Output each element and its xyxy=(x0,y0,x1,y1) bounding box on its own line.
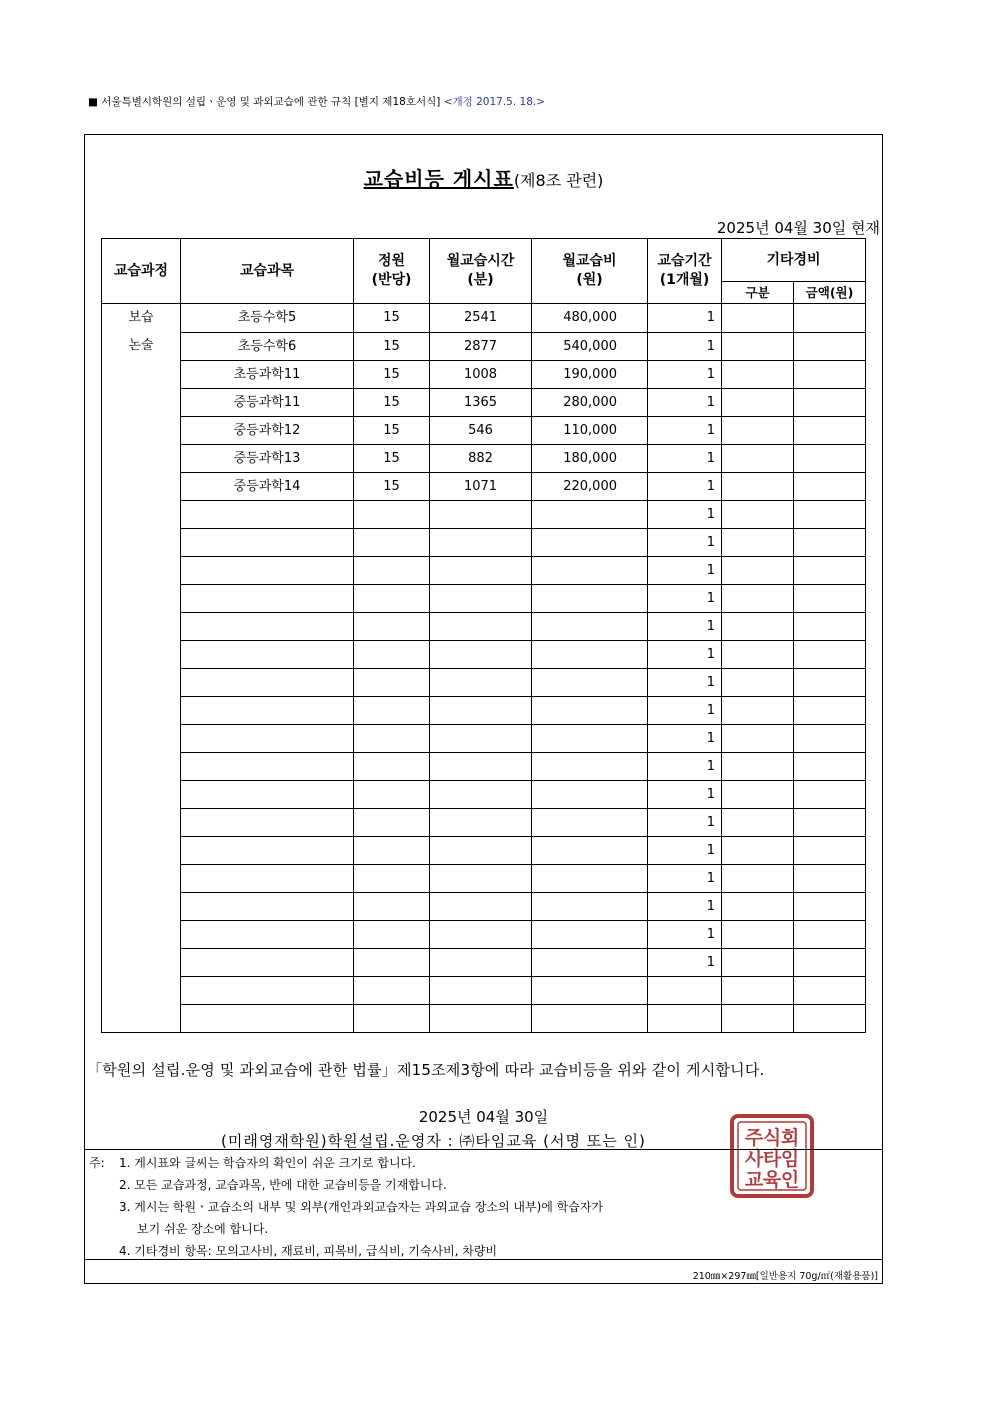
cell-subject xyxy=(181,864,354,892)
cell-course xyxy=(102,948,181,976)
cell-other-type xyxy=(722,472,794,500)
cell-other-type xyxy=(722,836,794,864)
cell-monthly-minutes xyxy=(430,668,532,696)
cell-monthly-fee: 220,000 xyxy=(532,472,648,500)
table-row xyxy=(102,584,866,612)
svg-text:타: 타 xyxy=(762,1148,782,1170)
cell-subject xyxy=(181,556,354,584)
cell-period: 1 xyxy=(648,836,722,864)
cell-other-type xyxy=(722,724,794,752)
cell-monthly-fee xyxy=(532,976,648,1004)
cell-course xyxy=(102,696,181,724)
cell-course xyxy=(102,584,181,612)
cell-monthly-minutes: 2541 xyxy=(430,304,532,333)
cell-monthly-fee: 180,000 xyxy=(532,444,648,472)
regulation-text: 서울특별시학원의 설립ㆍ운영 및 과외교습에 관한 규칙 [별지 제18호서식] xyxy=(101,96,441,108)
cell-monthly-minutes xyxy=(430,808,532,836)
cell-monthly-fee xyxy=(532,1004,648,1032)
cell-capacity xyxy=(354,1004,430,1032)
table-row xyxy=(102,892,866,920)
sign-date: 2025년 04월 30일 xyxy=(418,1108,549,1126)
cell-other-type xyxy=(722,528,794,556)
svg-text:주: 주 xyxy=(744,1127,764,1149)
cell-subject xyxy=(181,500,354,528)
cell-subject xyxy=(181,612,354,640)
cell-other-amount xyxy=(794,780,866,808)
cell-capacity xyxy=(354,668,430,696)
cell-course xyxy=(102,472,181,500)
cell-other-amount xyxy=(794,948,866,976)
cell-other-type xyxy=(722,752,794,780)
cell-capacity xyxy=(354,864,430,892)
cell-subject: 중등과학12 xyxy=(181,416,354,444)
cell-period: 1 xyxy=(648,668,722,696)
cell-course xyxy=(102,360,181,388)
cell-other-amount xyxy=(794,416,866,444)
cell-other-type xyxy=(722,416,794,444)
cell-period: 1 xyxy=(648,864,722,892)
cell-monthly-minutes xyxy=(430,864,532,892)
cell-course xyxy=(102,528,181,556)
cell-other-amount xyxy=(794,836,866,864)
cell-course xyxy=(102,892,181,920)
cell-monthly-fee xyxy=(532,752,648,780)
cell-other-amount xyxy=(794,752,866,780)
cell-monthly-minutes xyxy=(430,528,532,556)
cell-subject xyxy=(181,920,354,948)
cell-course xyxy=(102,668,181,696)
table-row xyxy=(102,556,866,584)
table-row xyxy=(102,976,866,1004)
table-row xyxy=(102,500,866,528)
cell-period: 1 xyxy=(648,640,722,668)
note-item: 1. 게시표와 글씨는 학습자의 확인이 쉬운 크기로 합니다. xyxy=(119,1156,416,1170)
cell-monthly-fee xyxy=(532,500,648,528)
cell-subject: 초등과학11 xyxy=(181,360,354,388)
cell-other-type xyxy=(722,892,794,920)
table-row xyxy=(102,864,866,892)
paper-spec: 210㎜×297㎜[일반용지 70g/㎡(재활용품)] xyxy=(692,1271,878,1282)
table-row xyxy=(102,612,866,640)
header-course: 교습과정 xyxy=(102,239,181,304)
table-row xyxy=(102,416,866,444)
cell-monthly-fee xyxy=(532,528,648,556)
note-item: 2. 모든 교습과정, 교습과목, 반에 대한 교습비등을 기재합니다. xyxy=(119,1178,447,1192)
cell-other-amount xyxy=(794,612,866,640)
header-capacity: 정원 (반당) xyxy=(354,239,430,304)
cell-other-amount xyxy=(794,696,866,724)
cell-course xyxy=(102,864,181,892)
cell-period: 1 xyxy=(648,584,722,612)
header-period: 교습기간 (1개월) xyxy=(648,239,722,304)
cell-other-type xyxy=(722,808,794,836)
cell-course xyxy=(102,808,181,836)
cell-other-amount xyxy=(794,640,866,668)
cell-monthly-fee xyxy=(532,920,648,948)
header-monthly-time: 월교습시간 (분) xyxy=(430,239,532,304)
cell-period: 1 xyxy=(648,892,722,920)
cell-monthly-fee xyxy=(532,696,648,724)
cell-monthly-minutes: 1365 xyxy=(430,388,532,416)
cell-course xyxy=(102,976,181,1004)
cell-capacity xyxy=(354,612,430,640)
cell-subject xyxy=(181,752,354,780)
cell-period: 1 xyxy=(648,360,722,388)
cell-monthly-minutes xyxy=(430,724,532,752)
cell-subject xyxy=(181,528,354,556)
cell-course xyxy=(102,1004,181,1032)
svg-text:임: 임 xyxy=(780,1148,800,1170)
cell-monthly-fee xyxy=(532,864,648,892)
cell-capacity xyxy=(354,724,430,752)
cell-subject: 초등수학6 xyxy=(181,332,354,360)
cell-capacity xyxy=(354,556,430,584)
cell-period: 1 xyxy=(648,920,722,948)
cell-monthly-minutes xyxy=(430,892,532,920)
signer-line: (미래영재학원)학원설립.운영자 : ㈜타임교육 (서명 또는 인) xyxy=(221,1132,646,1150)
title-main: 교습비등 게시표 xyxy=(363,167,514,191)
cell-other-amount xyxy=(794,528,866,556)
cell-capacity: 15 xyxy=(354,388,430,416)
cell-monthly-fee xyxy=(532,948,648,976)
cell-monthly-fee xyxy=(532,668,648,696)
cell-other-type xyxy=(722,500,794,528)
cell-other-amount xyxy=(794,864,866,892)
cell-period: 1 xyxy=(648,780,722,808)
svg-text:식: 식 xyxy=(762,1127,782,1149)
header-other-type: 구분 xyxy=(722,282,794,304)
cell-course xyxy=(102,612,181,640)
cell-monthly-fee: 540,000 xyxy=(532,332,648,360)
cell-period xyxy=(648,976,722,1004)
table-row xyxy=(102,752,866,780)
note-item-continued: 보기 쉬운 장소에 합니다. xyxy=(137,1222,269,1236)
cell-other-type xyxy=(722,360,794,388)
form-frame xyxy=(84,134,883,1284)
cell-period: 1 xyxy=(648,416,722,444)
cell-monthly-fee: 190,000 xyxy=(532,360,648,388)
cell-course: 보습 xyxy=(102,304,181,333)
cell-course xyxy=(102,724,181,752)
cell-monthly-fee xyxy=(532,780,648,808)
cell-capacity xyxy=(354,976,430,1004)
cell-monthly-fee xyxy=(532,556,648,584)
title-sub: (제8조 관련) xyxy=(513,171,604,190)
cell-capacity xyxy=(354,920,430,948)
cell-monthly-minutes: 1071 xyxy=(430,472,532,500)
notes-list xyxy=(119,1152,603,1262)
cell-monthly-fee: 280,000 xyxy=(532,388,648,416)
cell-other-amount xyxy=(794,304,866,333)
cell-monthly-minutes: 2877 xyxy=(430,332,532,360)
cell-course xyxy=(102,640,181,668)
cell-other-amount xyxy=(794,1004,866,1032)
cell-other-amount xyxy=(794,892,866,920)
cell-period: 1 xyxy=(648,332,722,360)
cell-course xyxy=(102,388,181,416)
table-row xyxy=(102,724,866,752)
cell-other-type xyxy=(722,304,794,333)
table-row xyxy=(102,388,866,416)
cell-course xyxy=(102,416,181,444)
cell-subject xyxy=(181,696,354,724)
cell-course xyxy=(102,752,181,780)
svg-text:회: 회 xyxy=(780,1127,800,1149)
table-row xyxy=(102,948,866,976)
table-row xyxy=(102,472,866,500)
table-row xyxy=(102,640,866,668)
cell-period xyxy=(648,1004,722,1032)
table-row xyxy=(102,920,866,948)
cell-capacity xyxy=(354,892,430,920)
cell-subject xyxy=(181,668,354,696)
cell-monthly-fee xyxy=(532,724,648,752)
cell-capacity: 15 xyxy=(354,416,430,444)
cell-monthly-minutes: 546 xyxy=(430,416,532,444)
cell-monthly-fee: 480,000 xyxy=(532,304,648,333)
cell-capacity: 15 xyxy=(354,304,430,333)
cell-capacity: 15 xyxy=(354,472,430,500)
cell-subject xyxy=(181,836,354,864)
cell-subject xyxy=(181,1004,354,1032)
cell-subject xyxy=(181,976,354,1004)
cell-other-type xyxy=(722,584,794,612)
cell-subject xyxy=(181,892,354,920)
cell-other-amount xyxy=(794,724,866,752)
cell-other-amount xyxy=(794,444,866,472)
cell-monthly-minutes xyxy=(430,612,532,640)
cell-other-type xyxy=(722,388,794,416)
table-row xyxy=(102,696,866,724)
cell-period: 1 xyxy=(648,528,722,556)
cell-other-type xyxy=(722,976,794,1004)
as-of-date: 2025년 04월 30일 현재 xyxy=(716,219,880,237)
cell-subject xyxy=(181,640,354,668)
fee-table xyxy=(101,238,866,1033)
cell-period: 1 xyxy=(648,500,722,528)
cell-course xyxy=(102,556,181,584)
table-row xyxy=(102,332,866,360)
notes-section xyxy=(85,1149,882,1260)
cell-course xyxy=(102,444,181,472)
header-monthly-fee: 월교습비 (원) xyxy=(532,239,648,304)
table-row xyxy=(102,360,866,388)
cell-other-type xyxy=(722,948,794,976)
cell-other-amount xyxy=(794,556,866,584)
cell-period: 1 xyxy=(648,556,722,584)
cell-capacity xyxy=(354,808,430,836)
bullet-square: ■ xyxy=(88,96,98,108)
cell-capacity xyxy=(354,836,430,864)
cell-capacity xyxy=(354,640,430,668)
cell-capacity xyxy=(354,584,430,612)
cell-other-type xyxy=(722,780,794,808)
cell-capacity: 15 xyxy=(354,360,430,388)
cell-monthly-minutes xyxy=(430,640,532,668)
cell-capacity xyxy=(354,752,430,780)
cell-course: 논술 xyxy=(102,332,181,360)
cell-subject xyxy=(181,724,354,752)
cell-other-type xyxy=(722,864,794,892)
svg-text:인: 인 xyxy=(780,1169,800,1191)
cell-period: 1 xyxy=(648,948,722,976)
table-row xyxy=(102,808,866,836)
form-title xyxy=(85,163,882,192)
cell-subject xyxy=(181,808,354,836)
table-row xyxy=(102,1004,866,1032)
cell-period: 1 xyxy=(648,724,722,752)
cell-other-type xyxy=(722,612,794,640)
cell-period: 1 xyxy=(648,304,722,333)
cell-monthly-minutes xyxy=(430,920,532,948)
cell-subject xyxy=(181,584,354,612)
cell-monthly-fee xyxy=(532,836,648,864)
cell-course xyxy=(102,500,181,528)
cell-subject: 중등과학13 xyxy=(181,444,354,472)
cell-other-amount xyxy=(794,388,866,416)
cell-period: 1 xyxy=(648,808,722,836)
cell-other-amount xyxy=(794,500,866,528)
table-row xyxy=(102,304,866,333)
cell-monthly-minutes xyxy=(430,500,532,528)
cell-monthly-minutes xyxy=(430,780,532,808)
cell-course xyxy=(102,920,181,948)
cell-course xyxy=(102,836,181,864)
cell-other-type xyxy=(722,696,794,724)
cell-monthly-minutes xyxy=(430,948,532,976)
svg-text:교: 교 xyxy=(744,1169,764,1191)
cell-other-type xyxy=(722,640,794,668)
cell-capacity xyxy=(354,528,430,556)
regulation-reference xyxy=(88,94,545,109)
cell-subject: 중등과학14 xyxy=(181,472,354,500)
cell-other-amount xyxy=(794,360,866,388)
cell-monthly-fee xyxy=(532,612,648,640)
cell-period: 1 xyxy=(648,612,722,640)
cell-capacity xyxy=(354,500,430,528)
cell-other-type xyxy=(722,920,794,948)
cell-other-type xyxy=(722,332,794,360)
cell-other-type xyxy=(722,444,794,472)
cell-period: 1 xyxy=(648,388,722,416)
cell-monthly-minutes xyxy=(430,836,532,864)
table-row xyxy=(102,780,866,808)
cell-other-amount xyxy=(794,584,866,612)
cell-capacity: 15 xyxy=(354,444,430,472)
cell-monthly-minutes xyxy=(430,584,532,612)
cell-other-type xyxy=(722,668,794,696)
cell-other-amount xyxy=(794,668,866,696)
table-row xyxy=(102,836,866,864)
cell-monthly-minutes xyxy=(430,976,532,1004)
cell-subject: 중등과학11 xyxy=(181,388,354,416)
table-row xyxy=(102,528,866,556)
cell-capacity: 15 xyxy=(354,332,430,360)
declaration-text: 「학원의 설립.운영 및 과외교습에 관한 법률」제15조제3항에 따라 교습비등을 위와 같이 게시합니다. xyxy=(87,1061,765,1079)
cell-monthly-minutes: 1008 xyxy=(430,360,532,388)
note-item: 3. 게시는 학원ㆍ교습소의 내부 및 외부(개인과외교습자는 과외교습 장소의 내부)에 학습자가 xyxy=(119,1200,604,1214)
cell-subject: 초등수학5 xyxy=(181,304,354,333)
header-other-expenses: 기타경비 xyxy=(722,239,866,282)
cell-capacity xyxy=(354,948,430,976)
notes-label: 주: xyxy=(89,1156,105,1170)
cell-monthly-fee xyxy=(532,892,648,920)
cell-monthly-minutes xyxy=(430,696,532,724)
cell-monthly-minutes xyxy=(430,752,532,780)
cell-other-amount xyxy=(794,920,866,948)
cell-other-type xyxy=(722,556,794,584)
cell-period: 1 xyxy=(648,696,722,724)
cell-subject xyxy=(181,948,354,976)
cell-period: 1 xyxy=(648,444,722,472)
cell-other-amount xyxy=(794,808,866,836)
header-other-amount: 금액(원) xyxy=(794,282,866,304)
table-row xyxy=(102,668,866,696)
cell-monthly-fee xyxy=(532,808,648,836)
cell-course xyxy=(102,780,181,808)
header-subject: 교습과목 xyxy=(181,239,354,304)
svg-text:육: 육 xyxy=(762,1169,782,1191)
cell-subject xyxy=(181,780,354,808)
cell-other-amount xyxy=(794,472,866,500)
cell-capacity xyxy=(354,780,430,808)
cell-monthly-fee: 110,000 xyxy=(532,416,648,444)
cell-other-amount xyxy=(794,332,866,360)
cell-capacity xyxy=(354,696,430,724)
cell-monthly-fee xyxy=(532,584,648,612)
cell-monthly-fee xyxy=(532,640,648,668)
note-item: 4. 기타경비 항목: 모의고사비, 재료비, 피복비, 급식비, 기숙사비, 차량비 xyxy=(119,1244,498,1258)
cell-other-amount xyxy=(794,976,866,1004)
table-row xyxy=(102,444,866,472)
revision-link[interactable]: <개정 2017.5. 18.> xyxy=(443,96,546,108)
cell-period: 1 xyxy=(648,752,722,780)
cell-other-type xyxy=(722,1004,794,1032)
cell-monthly-minutes: 882 xyxy=(430,444,532,472)
svg-text:사: 사 xyxy=(744,1148,764,1170)
cell-period: 1 xyxy=(648,472,722,500)
cell-monthly-minutes xyxy=(430,1004,532,1032)
cell-monthly-minutes xyxy=(430,556,532,584)
